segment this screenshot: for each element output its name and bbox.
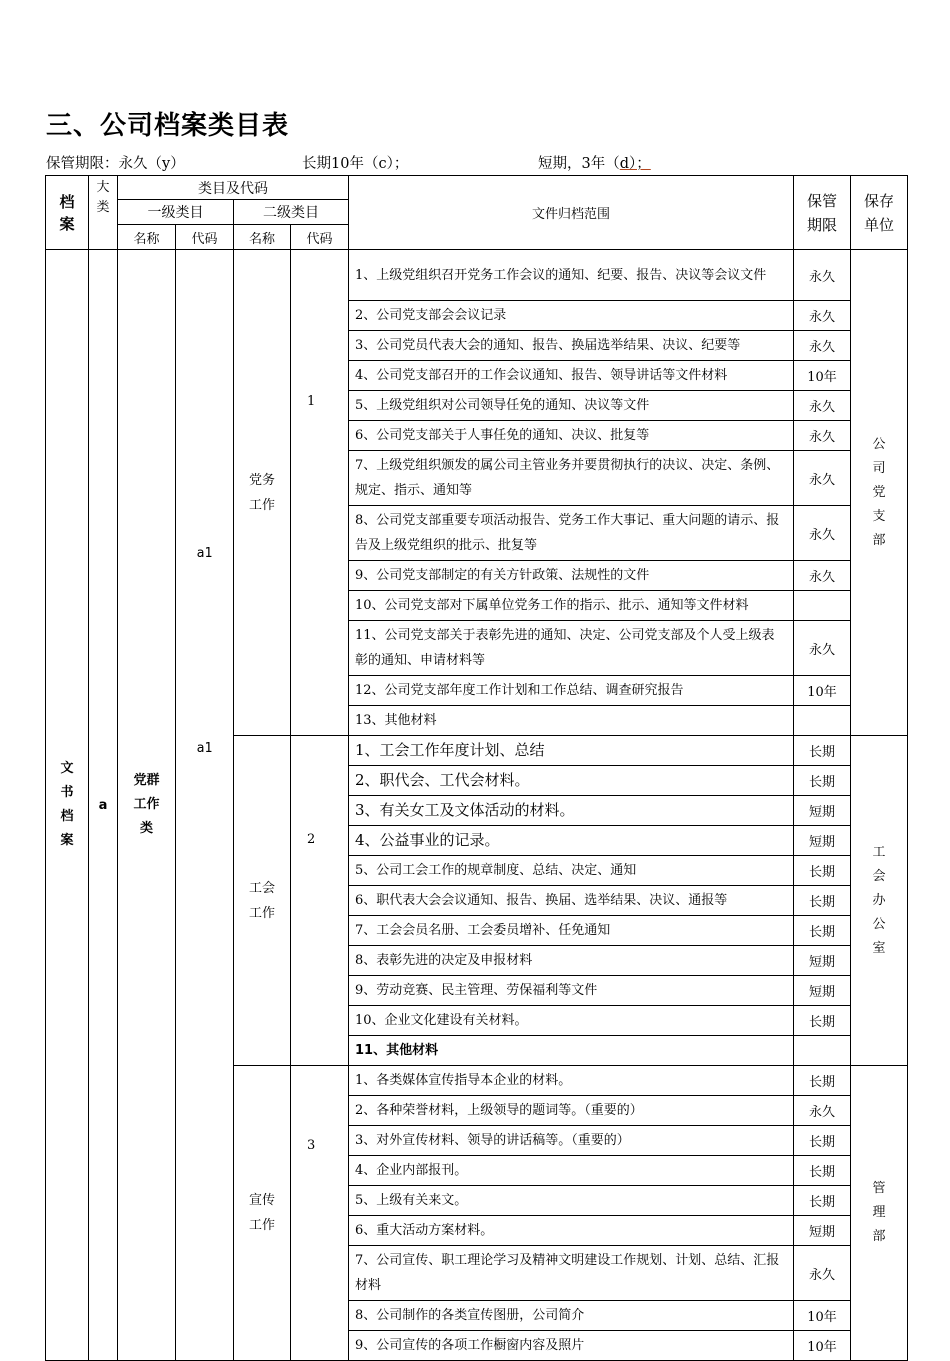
- scope-item: 3、公司党员代表大会的通知、报告、换届选举结果、决议、纪要等: [349, 331, 794, 361]
- period-cell: 10年: [794, 1301, 851, 1331]
- level2-name-label: 工会工作: [248, 880, 275, 921]
- header-level2-name: 名称: [234, 225, 291, 250]
- period-cell: 短期: [794, 946, 851, 976]
- period-cell: [794, 706, 851, 736]
- scope-item: 8、公司党支部重要专项活动报告、党务工作大事记、重大问题的请示、报告及上级党组织的批示、批复等: [349, 506, 794, 561]
- header-period: 保管期限: [794, 176, 851, 250]
- level2-name-label: 宣传工作: [248, 1193, 275, 1233]
- header-category-code: 类目及代码: [118, 176, 349, 200]
- period-cell: 永久: [794, 391, 851, 421]
- period-cell: 长期: [794, 886, 851, 916]
- period-cell: 永久: [794, 1096, 851, 1126]
- period-cell: 10年: [794, 1331, 851, 1361]
- level2-name-cell: [234, 736, 291, 1066]
- scope-item: 7、上级党组织颁发的属公司主管业务并要贯彻执行的决议、决定、条例、规定、指示、通知等: [349, 451, 794, 506]
- period-cell: 长期: [794, 766, 851, 796]
- scope-item: 2、公司党支部会会议记录: [349, 301, 794, 331]
- header-level1-name: 名称: [118, 225, 176, 250]
- scope-item: 10、企业文化建设有关材料。: [349, 1006, 794, 1036]
- table-body: [46, 250, 908, 1361]
- level2-name-cell: [234, 250, 291, 736]
- period-cell: 长期: [794, 1126, 851, 1156]
- period-cell: 10年: [794, 676, 851, 706]
- scope-item: 2、各种荣誉材料，上级领导的题词等。（重要的）: [349, 1096, 794, 1126]
- scope-item: 12、公司党支部年度工作计划和工作总结、调查研究报告: [349, 676, 794, 706]
- retention-permanent: 保管期限：永久（y）: [46, 156, 185, 172]
- level2-name-cell: [234, 1066, 291, 1361]
- header-level1: 一级类目: [118, 200, 234, 225]
- scope-item: 8、表彰先进的决定及申报材料: [349, 946, 794, 976]
- level2-code-label: 2: [307, 832, 316, 847]
- storage-unit-label: 管理部: [872, 1181, 886, 1244]
- period-cell: 永久: [794, 561, 851, 591]
- scope-item: 6、公司党支部关于人事任免的通知、决议、批复等: [349, 421, 794, 451]
- archive-type-cell: [46, 250, 89, 1361]
- scope-item: 7、公司宣传、职工理论学习及精神文明建设工作规划、计划、总结、汇报材料: [349, 1246, 794, 1301]
- scope-item: 4、公司党支部召开的工作会议通知、报告、领导讲话等文件材料: [349, 361, 794, 391]
- period-cell: 长期: [794, 1066, 851, 1096]
- period-cell: 永久: [794, 331, 851, 361]
- scope-item: 9、劳动竞赛、民主管理、劳保福利等文件: [349, 976, 794, 1006]
- period-cell: 永久: [794, 301, 851, 331]
- scope-item: 1、工会工作年度计划、总结: [349, 736, 794, 766]
- retention-long: 长期10年（c）；: [302, 156, 409, 172]
- scope-item: 10、公司党支部对下属单位党务工作的指示、批示、通知等文件材料: [349, 591, 794, 621]
- period-cell: 永久: [794, 1246, 851, 1301]
- table-row: [46, 250, 908, 301]
- retention-short-prefix: 短期，3年（: [538, 156, 620, 172]
- level2-code-cell: [291, 1066, 349, 1361]
- archive-type-label: 文书档案: [60, 761, 74, 848]
- period-cell: 长期: [794, 1156, 851, 1186]
- period-cell: 短期: [794, 796, 851, 826]
- period-cell: 长期: [794, 1186, 851, 1216]
- scope-item: 5、上级有关来文。: [349, 1186, 794, 1216]
- page-title: 三、公司档案类目表: [46, 111, 290, 141]
- scope-item: 5、上级党组织对公司领导任免的通知、决议等文件: [349, 391, 794, 421]
- period-cell: 永久: [794, 621, 851, 676]
- period-cell: [794, 1036, 851, 1066]
- retention-short: [538, 152, 651, 173]
- period-cell: 永久: [794, 421, 851, 451]
- period-cell: 长期: [794, 736, 851, 766]
- header-level1-code: 代码: [176, 225, 234, 250]
- header-archive: 档案: [46, 176, 89, 250]
- retention-short-underlined: d）；: [619, 156, 651, 172]
- storage-unit-label: 工会办公室: [872, 844, 886, 956]
- level1-code-cell: [176, 250, 234, 1361]
- period-cell: 长期: [794, 856, 851, 886]
- level1-code-label: a1: [196, 546, 213, 561]
- scope-item: 5、公司工会工作的规章制度、总结、决定、通知: [349, 856, 794, 886]
- header-unit: 保存单位: [851, 176, 908, 250]
- period-cell: [794, 591, 851, 621]
- archive-category-table: [45, 175, 908, 1361]
- scope-item: 1、上级党组织召开党务工作会议的通知、纪要、报告、决议等会议文件: [349, 250, 794, 301]
- period-cell: 永久: [794, 250, 851, 301]
- header-scope: 文件归档范围: [349, 176, 794, 250]
- scope-item: 6、职代表大会会议通知、报告、换届、选举结果、决议、通报等: [349, 886, 794, 916]
- scope-item: 9、公司党支部制定的有关方针政策、法规性的文件: [349, 561, 794, 591]
- scope-item: 13、其他材料: [349, 706, 794, 736]
- scope-item: 4、公益事业的记录。: [349, 826, 794, 856]
- period-cell: 长期: [794, 1006, 851, 1036]
- scope-item: 7、工会会员名册、工会委员增补、任免通知: [349, 916, 794, 946]
- storage-unit-label: 公司党支部: [872, 436, 886, 548]
- level1-name-label: 党群工作类: [133, 773, 160, 836]
- scope-item: 4、企业内部报刊。: [349, 1156, 794, 1186]
- level2-name-label: 党务工作: [248, 472, 275, 513]
- period-cell: 短期: [794, 826, 851, 856]
- period-cell: 长期: [794, 916, 851, 946]
- header-level2: 二级类目: [234, 200, 349, 225]
- header-level2-code: 代码: [291, 225, 349, 250]
- level1-code-label: a1: [196, 741, 213, 756]
- level2-code-label: 3: [307, 1138, 316, 1153]
- scope-item: 9、公司宣传的各项工作橱窗内容及照片: [349, 1331, 794, 1361]
- level1-name-cell: [118, 250, 176, 1361]
- scope-item: 1、各类媒体宣传指导本企业的材料。: [349, 1066, 794, 1096]
- storage-unit-cell: [851, 1066, 908, 1361]
- major-code-cell: a: [89, 250, 118, 1361]
- period-cell: 永久: [794, 451, 851, 506]
- scope-item: 11、公司党支部关于表彰先进的通知、决定、公司党支部及个人受上级表彰的通知、申请材料等: [349, 621, 794, 676]
- period-cell: 永久: [794, 506, 851, 561]
- level2-code-cell: [291, 250, 349, 736]
- scope-item: 3、对外宣传材料、领导的讲话稿等。（重要的）: [349, 1126, 794, 1156]
- level2-code-label: 1: [307, 394, 316, 409]
- scope-item: 2、职代会、工代会材料。: [349, 766, 794, 796]
- storage-unit-cell: [851, 250, 908, 736]
- scope-item: 8、公司制作的各类宣传图册，公司简介: [349, 1301, 794, 1331]
- period-cell: 10年: [794, 361, 851, 391]
- period-cell: 短期: [794, 1216, 851, 1246]
- scope-item: 11、其他材料: [349, 1036, 794, 1066]
- period-cell: 短期: [794, 976, 851, 1006]
- scope-item: 3、有关女工及文体活动的材料。: [349, 796, 794, 826]
- level2-code-cell: [291, 736, 349, 1066]
- header-major: 大类: [89, 176, 118, 250]
- scope-item: 6、重大活动方案材料。: [349, 1216, 794, 1246]
- storage-unit-cell: [851, 736, 908, 1066]
